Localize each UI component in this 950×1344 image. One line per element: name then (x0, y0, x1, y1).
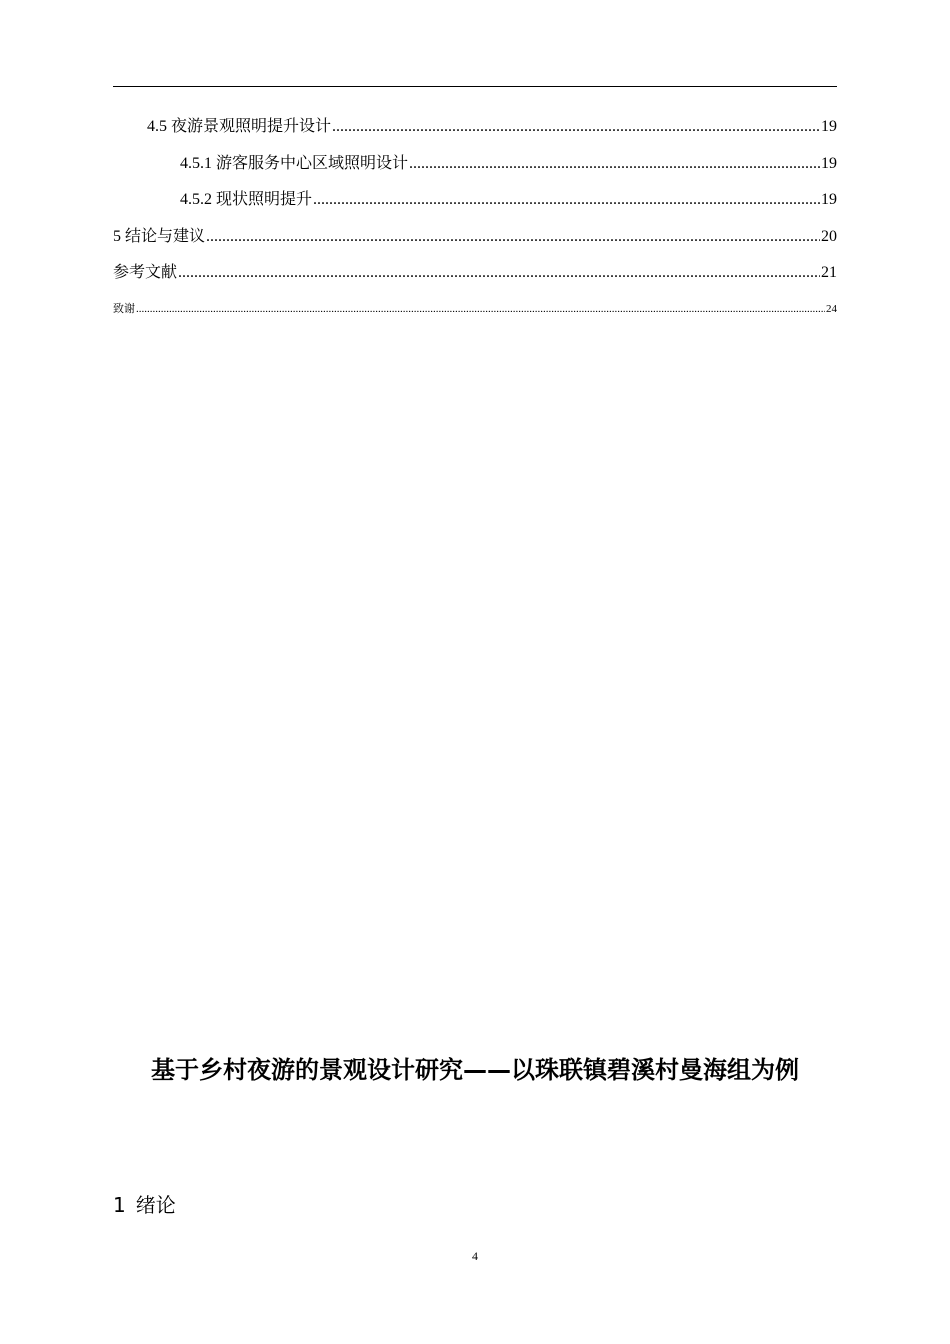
toc-entry-label: 4.5 夜游景观照明提升设计 (147, 118, 332, 135)
header-rule (113, 86, 837, 87)
toc-entry-page: 19 (821, 154, 837, 172)
toc-entry-page: 19 (821, 118, 837, 135)
section-label: 绪论 (135, 1193, 176, 1217)
toc-entry-label: 5 结论与建议 (113, 227, 206, 245)
toc-entry-label: 参考文献 (113, 264, 178, 282)
toc-entry-label: 4.5.1 游客服务中心区域照明设计 (180, 154, 409, 172)
toc-leader-dots (409, 147, 820, 180)
table-of-contents (113, 110, 837, 323)
toc-entry-4-5[interactable] (113, 110, 837, 147)
toc-entry-5[interactable] (113, 220, 837, 257)
toc-entry-4-5-1[interactable] (113, 147, 837, 184)
toc-entry-page: 20 (821, 227, 837, 245)
toc-entry-page: 24 (826, 302, 837, 315)
toc-entry-label: 4.5.2 现状照明提升 (180, 191, 313, 209)
toc-entry-page: 19 (821, 191, 837, 209)
page-number: 4 (472, 1249, 478, 1263)
toc-entry-label: 致谢 (113, 302, 135, 315)
toc-entry-page: 21 (821, 264, 837, 282)
toc-entry-4-5-2[interactable] (113, 183, 837, 220)
toc-leader-dots (178, 256, 820, 289)
toc-leader-dots (206, 220, 820, 253)
toc-leader-dots (136, 293, 825, 326)
toc-leader-dots (332, 110, 820, 143)
document-title: 基于乡村夜游的景观设计研究——以珠联镇碧溪村曼海组为例 (151, 1056, 799, 1084)
toc-entry-references[interactable] (113, 256, 837, 293)
toc-entry-acknowledgements[interactable] (113, 293, 837, 323)
toc-leader-dots (313, 183, 820, 216)
section-heading (113, 1190, 176, 1220)
section-number: 1 (113, 1193, 126, 1217)
